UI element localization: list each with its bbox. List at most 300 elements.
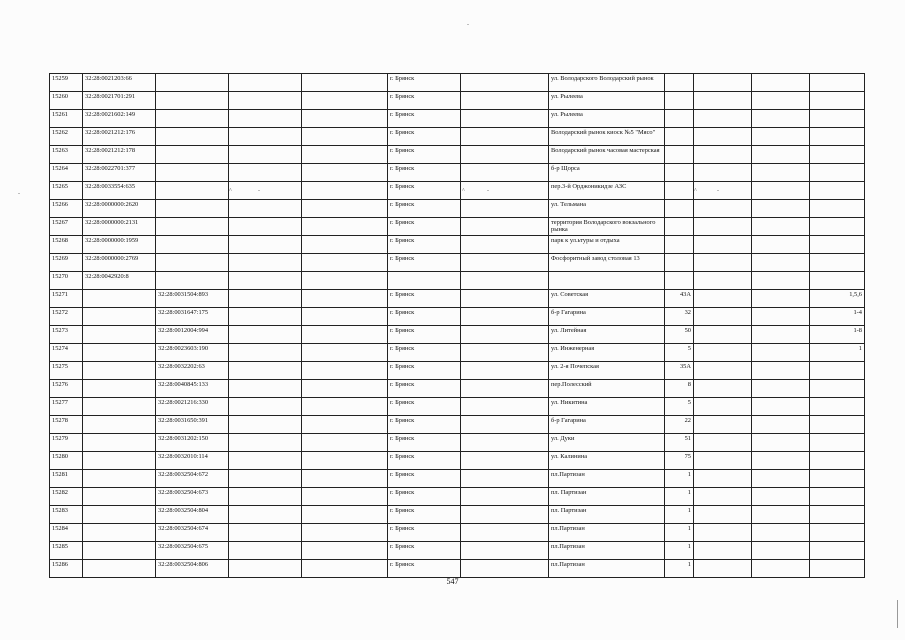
cell-c11 (752, 434, 810, 452)
cell-c3: 32:28:0032504:674 (156, 524, 229, 542)
cell-c11 (752, 488, 810, 506)
cell-c9: 8 (665, 380, 694, 398)
cell-c4 (229, 128, 302, 146)
scan-mark: - (467, 22, 469, 28)
scan-mark: ^ (462, 188, 465, 194)
cell-c10 (694, 236, 752, 254)
table-row (50, 254, 865, 272)
cell-c9: 32 (665, 308, 694, 326)
cell-c9 (665, 200, 694, 218)
cell-c2 (83, 326, 156, 344)
cell-c11 (752, 326, 810, 344)
cell-c6: г. Брянск (388, 128, 461, 146)
cell-c11 (752, 164, 810, 182)
cell-c11 (752, 146, 810, 164)
cell-c7 (461, 74, 549, 92)
cell-c7 (461, 236, 549, 254)
cell-c4 (229, 380, 302, 398)
cell-c12 (810, 470, 865, 488)
cell-c6: г. Брянск (388, 434, 461, 452)
cell-c8: ул. Советская (549, 290, 665, 308)
cell-c3 (156, 110, 229, 128)
cell-c9 (665, 236, 694, 254)
cell-id: 15267 (50, 218, 83, 236)
cell-c7 (461, 560, 549, 578)
cell-c2 (83, 560, 156, 578)
table-row (50, 146, 865, 164)
cell-c11 (752, 254, 810, 272)
cell-c2: 32:28:0042920:8 (83, 272, 156, 290)
cell-c12 (810, 182, 865, 200)
table-row (50, 128, 865, 146)
cell-c3: 32:28:0032202:63 (156, 362, 229, 380)
cell-c10 (694, 344, 752, 362)
table-row (50, 398, 865, 416)
cell-id: 15284 (50, 524, 83, 542)
cell-c12: 1,5,6 (810, 290, 865, 308)
cell-c8: пл. Партизан (549, 488, 665, 506)
table-row (50, 416, 865, 434)
table-row (50, 524, 865, 542)
cell-c8: ул. Володарского Володарский рынок (549, 74, 665, 92)
cell-c12 (810, 92, 865, 110)
cell-c5 (302, 110, 388, 128)
cell-id: 15265 (50, 182, 83, 200)
cell-c7 (461, 92, 549, 110)
cell-c6: г. Брянск (388, 560, 461, 578)
cell-c6: г. Брянск (388, 398, 461, 416)
cell-c7 (461, 110, 549, 128)
cell-c3: 32:28:0040845:133 (156, 380, 229, 398)
cell-c6 (388, 272, 461, 290)
cell-c12 (810, 218, 865, 236)
cell-c9: 43А (665, 290, 694, 308)
cell-c4 (229, 272, 302, 290)
cell-c5 (302, 398, 388, 416)
cell-c10 (694, 308, 752, 326)
cell-c11 (752, 74, 810, 92)
cell-c11 (752, 362, 810, 380)
cell-c9: 1 (665, 542, 694, 560)
cell-id: 15261 (50, 110, 83, 128)
cell-c11 (752, 542, 810, 560)
cell-c5 (302, 74, 388, 92)
cell-id: 15264 (50, 164, 83, 182)
cell-c8: пл.Партизан (549, 470, 665, 488)
cell-id: 15279 (50, 434, 83, 452)
cell-id: 15268 (50, 236, 83, 254)
cell-c3: 32:28:0032504:804 (156, 506, 229, 524)
cell-id: 15260 (50, 92, 83, 110)
cell-c5 (302, 164, 388, 182)
cell-c12 (810, 164, 865, 182)
cell-c2: 32:28:0000000:1959 (83, 236, 156, 254)
cell-c3: 32:28:0031202:150 (156, 434, 229, 452)
cell-c8: пл.Партизан (549, 542, 665, 560)
cell-c2 (83, 506, 156, 524)
cell-c11 (752, 236, 810, 254)
cell-c4 (229, 560, 302, 578)
cell-c7 (461, 434, 549, 452)
cell-c9: 1 (665, 470, 694, 488)
cell-c7 (461, 542, 549, 560)
cell-c2 (83, 524, 156, 542)
cell-c3 (156, 200, 229, 218)
cell-c8: ул. Тельмана (549, 200, 665, 218)
cell-c4 (229, 398, 302, 416)
cell-c8: ул. Рылеева (549, 92, 665, 110)
cell-c9: 5 (665, 398, 694, 416)
cell-c2: 32:28:0021212:178 (83, 146, 156, 164)
cell-c11 (752, 272, 810, 290)
scan-mark: ^ (694, 188, 697, 194)
cell-c12 (810, 200, 865, 218)
cell-c7 (461, 326, 549, 344)
cell-id: 15281 (50, 470, 83, 488)
cell-c10 (694, 92, 752, 110)
cell-c10 (694, 380, 752, 398)
cell-c11 (752, 452, 810, 470)
cell-c12 (810, 128, 865, 146)
cell-c4 (229, 254, 302, 272)
cell-c12 (810, 506, 865, 524)
cell-c5 (302, 254, 388, 272)
cell-c10 (694, 506, 752, 524)
cell-c3: 32:28:0032504:672 (156, 470, 229, 488)
cell-c12 (810, 434, 865, 452)
cell-c10 (694, 434, 752, 452)
cell-id: 15285 (50, 542, 83, 560)
cell-c2 (83, 416, 156, 434)
cell-c4 (229, 146, 302, 164)
cell-c4 (229, 434, 302, 452)
cell-id: 15274 (50, 344, 83, 362)
cell-c10 (694, 218, 752, 236)
cell-c10 (694, 416, 752, 434)
cell-c12 (810, 524, 865, 542)
table-row (50, 200, 865, 218)
cell-c10 (694, 146, 752, 164)
cell-c8: ул. Дуки (549, 434, 665, 452)
cell-c7 (461, 218, 549, 236)
cell-c4 (229, 308, 302, 326)
table-row (50, 470, 865, 488)
cell-c5 (302, 200, 388, 218)
cell-c10 (694, 272, 752, 290)
cell-c9 (665, 218, 694, 236)
cell-c11 (752, 524, 810, 542)
cell-c11 (752, 128, 810, 146)
cell-c2 (83, 470, 156, 488)
cell-c6: г. Брянск (388, 524, 461, 542)
cell-c6: г. Брянск (388, 218, 461, 236)
cell-c12 (810, 488, 865, 506)
cell-c3 (156, 218, 229, 236)
cell-c9: 50 (665, 326, 694, 344)
cell-c8: ул. Инженерная (549, 344, 665, 362)
cell-c6: г. Брянск (388, 110, 461, 128)
cell-c11 (752, 344, 810, 362)
cell-id: 15275 (50, 362, 83, 380)
cell-c11 (752, 200, 810, 218)
cell-c3: 32:28:0023603:190 (156, 344, 229, 362)
cell-c8: парк к ул.ьтуры и отдыха (549, 236, 665, 254)
cell-c5 (302, 506, 388, 524)
table-row (50, 92, 865, 110)
cell-c4 (229, 506, 302, 524)
table-body (50, 74, 865, 578)
cell-c8: ул. Калинина (549, 452, 665, 470)
table-row (50, 452, 865, 470)
table-row (50, 362, 865, 380)
scan-mark: - (487, 188, 489, 194)
cell-c11 (752, 92, 810, 110)
table-row (50, 272, 865, 290)
cell-c6: г. Брянск (388, 362, 461, 380)
cell-c3: 32:28:0031647:175 (156, 308, 229, 326)
cell-c10 (694, 524, 752, 542)
cell-c3 (156, 236, 229, 254)
cell-c6: г. Брянск (388, 344, 461, 362)
cell-c6: г. Брянск (388, 74, 461, 92)
cell-c5 (302, 308, 388, 326)
cell-c10 (694, 182, 752, 200)
cell-c2: 32:28:0021701:291 (83, 92, 156, 110)
cell-c4 (229, 524, 302, 542)
cell-c10 (694, 74, 752, 92)
cell-c6: г. Брянск (388, 92, 461, 110)
cell-c7 (461, 416, 549, 434)
cell-c12 (810, 254, 865, 272)
cell-c8: б-р Гагарина (549, 416, 665, 434)
property-register-table (49, 73, 865, 578)
cell-c12 (810, 542, 865, 560)
cell-c8: ул. Рылеева (549, 110, 665, 128)
cell-c10 (694, 326, 752, 344)
cell-c2 (83, 452, 156, 470)
cell-c11 (752, 182, 810, 200)
cell-c4 (229, 326, 302, 344)
cell-c6: г. Брянск (388, 326, 461, 344)
cell-c3 (156, 182, 229, 200)
cell-c12 (810, 74, 865, 92)
table-row (50, 326, 865, 344)
cell-c2 (83, 362, 156, 380)
table-row (50, 308, 865, 326)
cell-c7 (461, 164, 549, 182)
cell-c2: 32:28:0021602:149 (83, 110, 156, 128)
cell-c5 (302, 182, 388, 200)
cell-c5 (302, 344, 388, 362)
cell-id: 15269 (50, 254, 83, 272)
cell-c6: г. Брянск (388, 380, 461, 398)
cell-c9 (665, 272, 694, 290)
table-row (50, 344, 865, 362)
cell-c7 (461, 524, 549, 542)
cell-id: 15271 (50, 290, 83, 308)
cell-c10 (694, 470, 752, 488)
cell-c4 (229, 74, 302, 92)
cell-c9: 51 (665, 434, 694, 452)
cell-c4 (229, 182, 302, 200)
cell-c3 (156, 272, 229, 290)
cell-c3: 32:28:0032504:806 (156, 560, 229, 578)
cell-c3 (156, 164, 229, 182)
cell-c6: г. Брянск (388, 146, 461, 164)
cell-c9: 5 (665, 344, 694, 362)
cell-c3 (156, 74, 229, 92)
cell-c10 (694, 452, 752, 470)
cell-c12 (810, 380, 865, 398)
cell-c12 (810, 398, 865, 416)
table-row (50, 434, 865, 452)
scan-mark: - (717, 188, 719, 194)
cell-c6: г. Брянск (388, 542, 461, 560)
cell-c6: г. Брянск (388, 488, 461, 506)
cell-c2: 32:28:0000000:2769 (83, 254, 156, 272)
cell-c8: пер.Полесский (549, 380, 665, 398)
cell-c9: 1 (665, 524, 694, 542)
cell-c5 (302, 470, 388, 488)
cell-c3: 32:28:0012004:994 (156, 326, 229, 344)
cell-c2 (83, 398, 156, 416)
cell-c4 (229, 290, 302, 308)
cell-c8: б-р Гагарина (549, 308, 665, 326)
cell-c2 (83, 290, 156, 308)
cell-c6: г. Брянск (388, 470, 461, 488)
cell-c5 (302, 218, 388, 236)
cell-c4 (229, 470, 302, 488)
cell-c10 (694, 560, 752, 578)
cell-c7 (461, 398, 549, 416)
cell-c5 (302, 290, 388, 308)
table-row (50, 290, 865, 308)
cell-c5 (302, 92, 388, 110)
cell-id: 15286 (50, 560, 83, 578)
cell-c12 (810, 110, 865, 128)
cell-c7 (461, 470, 549, 488)
cell-c7 (461, 182, 549, 200)
cell-c12 (810, 452, 865, 470)
page-number: 547 (446, 577, 459, 586)
cell-c5 (302, 362, 388, 380)
table-row (50, 542, 865, 560)
cell-c8: территория Володарского вокзального рынка (549, 218, 665, 236)
cell-c9 (665, 92, 694, 110)
cell-c11 (752, 560, 810, 578)
cell-id: 15278 (50, 416, 83, 434)
cell-c7 (461, 344, 549, 362)
cell-c10 (694, 398, 752, 416)
cell-c7 (461, 362, 549, 380)
table-row (50, 164, 865, 182)
cell-c8: ул. Литейная (549, 326, 665, 344)
cell-c4 (229, 488, 302, 506)
cell-c9 (665, 146, 694, 164)
cell-c9 (665, 110, 694, 128)
cell-c9 (665, 164, 694, 182)
cell-c10 (694, 542, 752, 560)
table-row (50, 506, 865, 524)
cell-c2 (83, 542, 156, 560)
cell-c9: 75 (665, 452, 694, 470)
cell-c10 (694, 254, 752, 272)
cell-c5 (302, 236, 388, 254)
cell-c8: ул. Никитина (549, 398, 665, 416)
cell-c4 (229, 236, 302, 254)
cell-c8: Володарский рынок часовая мастерская (549, 146, 665, 164)
cell-c3: 32:28:0021216:330 (156, 398, 229, 416)
cell-c10 (694, 200, 752, 218)
scan-edge-mark (897, 600, 901, 628)
cell-c9 (665, 182, 694, 200)
cell-id: 15277 (50, 398, 83, 416)
scan-mark: - (18, 191, 20, 197)
cell-c4 (229, 362, 302, 380)
cell-id: 15272 (50, 308, 83, 326)
cell-c6: г. Брянск (388, 254, 461, 272)
cell-c6: г. Брянск (388, 236, 461, 254)
cell-c5 (302, 434, 388, 452)
cell-c5 (302, 560, 388, 578)
cell-c5 (302, 452, 388, 470)
cell-c7 (461, 380, 549, 398)
cell-c11 (752, 218, 810, 236)
cell-c10 (694, 362, 752, 380)
cell-c2: 32:28:0022701:377 (83, 164, 156, 182)
cell-c4 (229, 416, 302, 434)
cell-c9: 1 (665, 560, 694, 578)
table-row (50, 236, 865, 254)
cell-c5 (302, 380, 388, 398)
cell-c12: 1 (810, 344, 865, 362)
cell-c2 (83, 434, 156, 452)
cell-c2: 32:28:0021212:176 (83, 128, 156, 146)
cell-c11 (752, 398, 810, 416)
cell-c7 (461, 290, 549, 308)
cell-c9 (665, 74, 694, 92)
cell-c7 (461, 308, 549, 326)
cell-c4 (229, 110, 302, 128)
scan-mark: - (258, 188, 260, 194)
table-row (50, 488, 865, 506)
table-row (50, 110, 865, 128)
cell-c2 (83, 488, 156, 506)
cell-c3 (156, 146, 229, 164)
cell-c10 (694, 488, 752, 506)
cell-c7 (461, 272, 549, 290)
cell-c12: 1-4 (810, 308, 865, 326)
cell-id: 15266 (50, 200, 83, 218)
cell-c6: г. Брянск (388, 506, 461, 524)
cell-c2: 32:28:0033554:635 (83, 182, 156, 200)
cell-c2 (83, 380, 156, 398)
cell-c8: пл.Партизан (549, 560, 665, 578)
table-row (50, 560, 865, 578)
cell-c6: г. Брянск (388, 452, 461, 470)
cell-c3: 32:28:0031504:893 (156, 290, 229, 308)
cell-c6: г. Брянск (388, 182, 461, 200)
cell-c11 (752, 506, 810, 524)
cell-c7 (461, 146, 549, 164)
cell-c6: г. Брянск (388, 200, 461, 218)
cell-c10 (694, 290, 752, 308)
table-row (50, 380, 865, 398)
cell-c6: г. Брянск (388, 290, 461, 308)
cell-c2: 32:28:0000000:2620 (83, 200, 156, 218)
cell-c4 (229, 344, 302, 362)
cell-c8: пер.3-й Орджоникидзе АЗС (549, 182, 665, 200)
